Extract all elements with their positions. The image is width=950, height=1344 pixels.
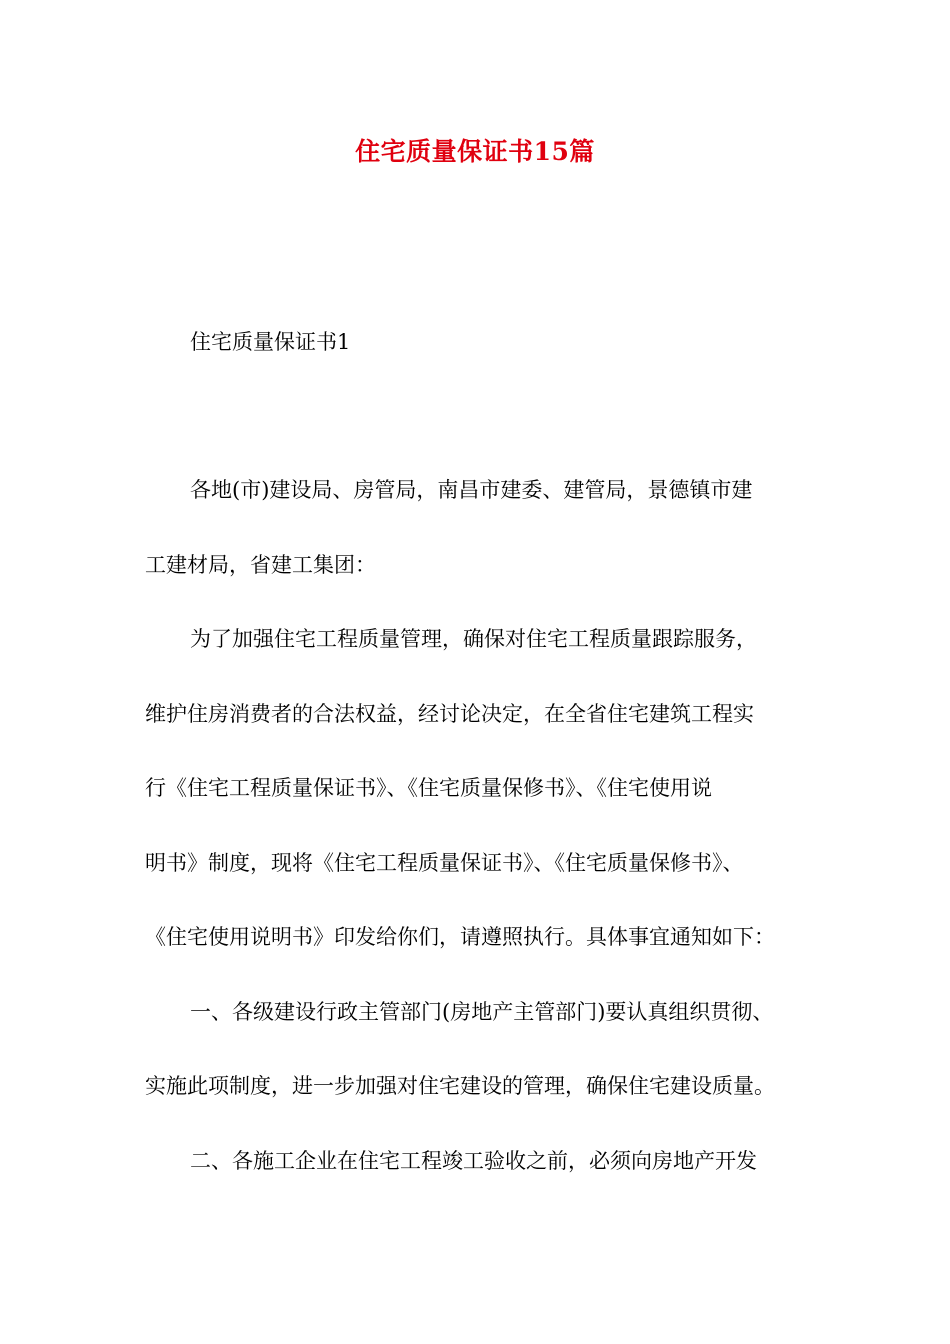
paragraph-line: 实施此项制度，进一步加强对住宅建设的管理，确保住宅建设质量。	[145, 1074, 775, 1098]
paragraph-line: 各地(市)建设局、房管局，南昌市建委、建管局，景德镇市建	[190, 478, 753, 502]
paragraph-line: 工建材局，省建工集团：	[145, 552, 376, 577]
document-title: 住宅质量保证书15篇	[355, 137, 595, 166]
paragraph-line: 维护住房消费者的合法权益，经讨论决定，在全省住宅建筑工程实	[145, 701, 754, 726]
body-text	[145, 470, 815, 1215]
paragraph-line: 二、各施工企业在住宅工程竣工验收之前，必须向房地产开发	[190, 1148, 757, 1173]
section-heading: 住宅质量保证书1	[190, 330, 351, 354]
paragraph-line: 一、各级建设行政主管部门(房地产主管部门)要认真组织贯彻、	[190, 999, 774, 1024]
paragraph-line: 《住宅使用说明书》印发给你们，请遵照执行。具体事宜通知如下：	[145, 925, 775, 949]
paragraph-line: 行《住宅工程质量保证书》、《住宅质量保修书》、《住宅使用说	[145, 776, 712, 800]
paragraph-line: 为了加强住宅工程质量管理，确保对住宅工程质量跟踪服务，	[190, 627, 757, 651]
paragraph-line: 明书》制度，现将《住宅工程质量保证书》、《住宅质量保修书》、	[145, 850, 744, 875]
